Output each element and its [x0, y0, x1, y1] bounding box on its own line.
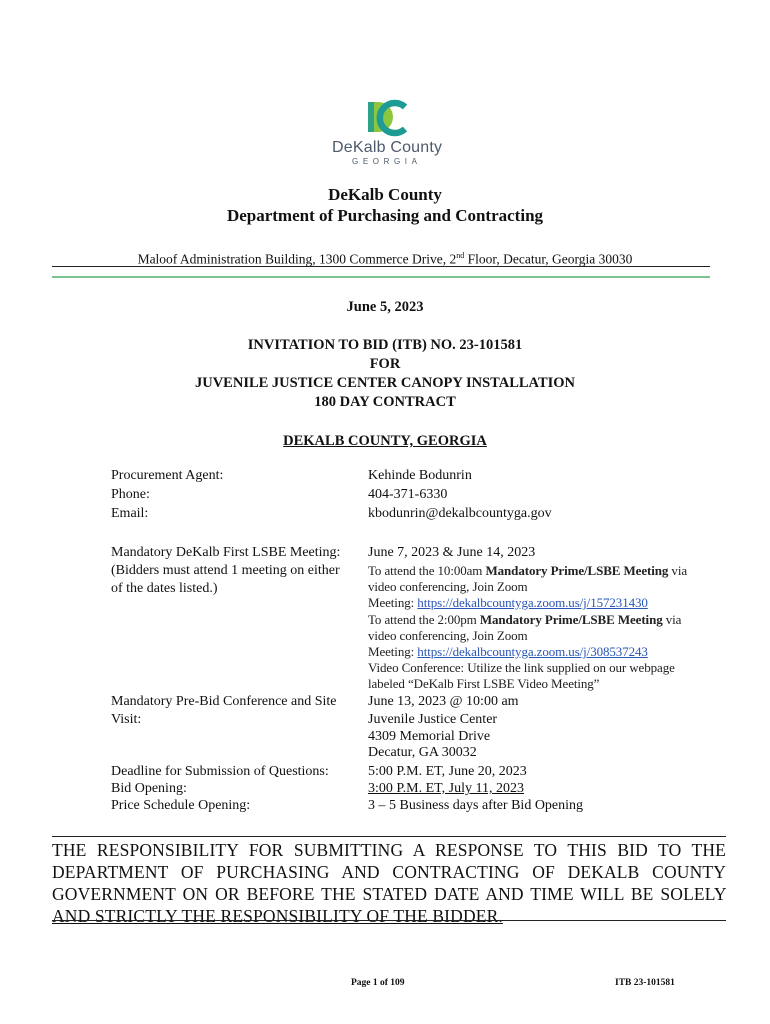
- opening-value: 3:00 P.M. ET, July 11, 2023: [368, 781, 524, 796]
- lsbe-dates: June 7, 2023 & June 14, 2023: [368, 545, 536, 560]
- questions-value: 5:00 P.M. ET, June 20, 2023: [368, 764, 527, 779]
- m1-line2: video conferencing, Join Zoom: [368, 579, 528, 594]
- lsbe-note-2: of the dates listed.): [111, 581, 218, 596]
- prebid-label-2: Visit:: [111, 712, 142, 727]
- prebid-label: Mandatory Pre-Bid Conference and Site: [111, 694, 337, 709]
- header-rule: [52, 266, 710, 267]
- agent-value: Kehinde Bodunrin: [368, 468, 472, 483]
- address-sup: nd: [456, 251, 465, 260]
- m1-link-pre: Meeting:: [368, 595, 418, 610]
- county-title: DeKalb County: [328, 185, 442, 204]
- itb-project: JUVENILE JUSTICE CENTER CANOPY INSTALLATION: [194, 375, 576, 391]
- dc-logo-mark: [333, 98, 443, 138]
- responsibility-top-rule: [52, 836, 726, 837]
- m2-line2: video conferencing, Join Zoom: [368, 628, 528, 643]
- phone-label: Phone:: [111, 487, 150, 502]
- itb-for: FOR: [369, 356, 401, 372]
- prebid-place-1: Juvenile Justice Center: [368, 712, 498, 727]
- logo-wordmark: DeKalb County: [332, 139, 443, 156]
- prebid-place-3: Decatur, GA 30032: [368, 745, 477, 760]
- m2-pre: To attend the 2:00pm: [368, 612, 480, 627]
- m1-bold: Mandatory Prime/LSBE Meeting: [485, 563, 669, 578]
- address-post: Floor, Decatur, Georgia 30030: [464, 251, 633, 267]
- vc-line-1: Video Conference: Utilize the link supplied on our webpage: [368, 660, 675, 675]
- zoom-link-1[interactable]: https://dekalbcountyga.zoom.us/j/157231430: [417, 595, 648, 610]
- agent-label: Procurement Agent:: [111, 468, 224, 483]
- m1-pre: To attend the 10:00am: [368, 563, 486, 578]
- prebid-date: June 13, 2023 @ 10:00 am: [368, 694, 519, 709]
- itb-reference: ITB 23-101581: [615, 978, 675, 988]
- lsbe-meeting-1: [368, 563, 687, 579]
- lsbe-note-1: (Bidders must attend 1 meeting on either: [111, 563, 340, 578]
- location-heading: DEKALB COUNTY, GEORGIA: [283, 433, 487, 449]
- prebid-place-2: 4309 Memorial Drive: [368, 729, 491, 744]
- price-label: Price Schedule Opening:: [111, 798, 251, 813]
- zoom-link-2[interactable]: https://dekalbcountyga.zoom.us/j/308537243: [417, 644, 648, 659]
- department-title: Department of Purchasing and Contracting: [226, 206, 544, 225]
- m1-link-line: [368, 595, 648, 611]
- itb-number: INVITATION TO BID (ITB) NO. 23-101581: [247, 337, 523, 353]
- price-value: 3 – 5 Business days after Bid Opening: [368, 798, 584, 813]
- responsibility-text: THE RESPONSIBILITY FOR SUBMITTING A RESPONSE TO THIS BID TO THE DEPARTMENT OF PURCHASING AND CONTRACTING OF DEKALB COUNTY GOVERNMENT ON OR BEFORE THE STATED DATE AND TIME WILL BE SOLELY: [52, 840, 726, 904]
- m2-bold: Mandatory Prime/LSBE Meeting: [479, 612, 663, 627]
- m2-link-line: [368, 644, 648, 660]
- page-number: Page 1 of 109: [351, 978, 405, 988]
- email-value[interactable]: kbodunrin@dekalbcountyga.gov: [368, 506, 552, 521]
- m1-post: via: [668, 563, 688, 578]
- questions-label: Deadline for Submission of Questions:: [111, 764, 329, 779]
- email-label: Email:: [111, 506, 149, 521]
- vc-line-2: labeled “DeKalb First LSBE Video Meeting”: [368, 676, 600, 691]
- responsibility-last-line: AND STRICTLY THE RESPONSIBILITY OF THE BIDDER.: [52, 906, 503, 926]
- opening-label: Bid Opening:: [111, 781, 187, 796]
- logo-subtitle: GEORGIA: [352, 157, 422, 166]
- responsibility-bottom-rule: [52, 920, 726, 921]
- lsbe-meeting-2: [368, 612, 681, 628]
- m2-link-pre: Meeting:: [368, 644, 418, 659]
- address-pre: Maloof Administration Building, 1300 Commerce Drive, 2: [137, 251, 457, 267]
- itb-contract: 180 DAY CONTRACT: [314, 394, 456, 410]
- issue-date: June 5, 2023: [346, 299, 424, 315]
- m2-post: via: [662, 612, 682, 627]
- logo-d-stem: [368, 102, 374, 132]
- responsibility-notice: [52, 839, 726, 927]
- header-green-rule: [52, 276, 710, 278]
- phone-value: 404-371-6330: [368, 487, 448, 502]
- lsbe-label: Mandatory DeKalb First LSBE Meeting:: [111, 545, 341, 560]
